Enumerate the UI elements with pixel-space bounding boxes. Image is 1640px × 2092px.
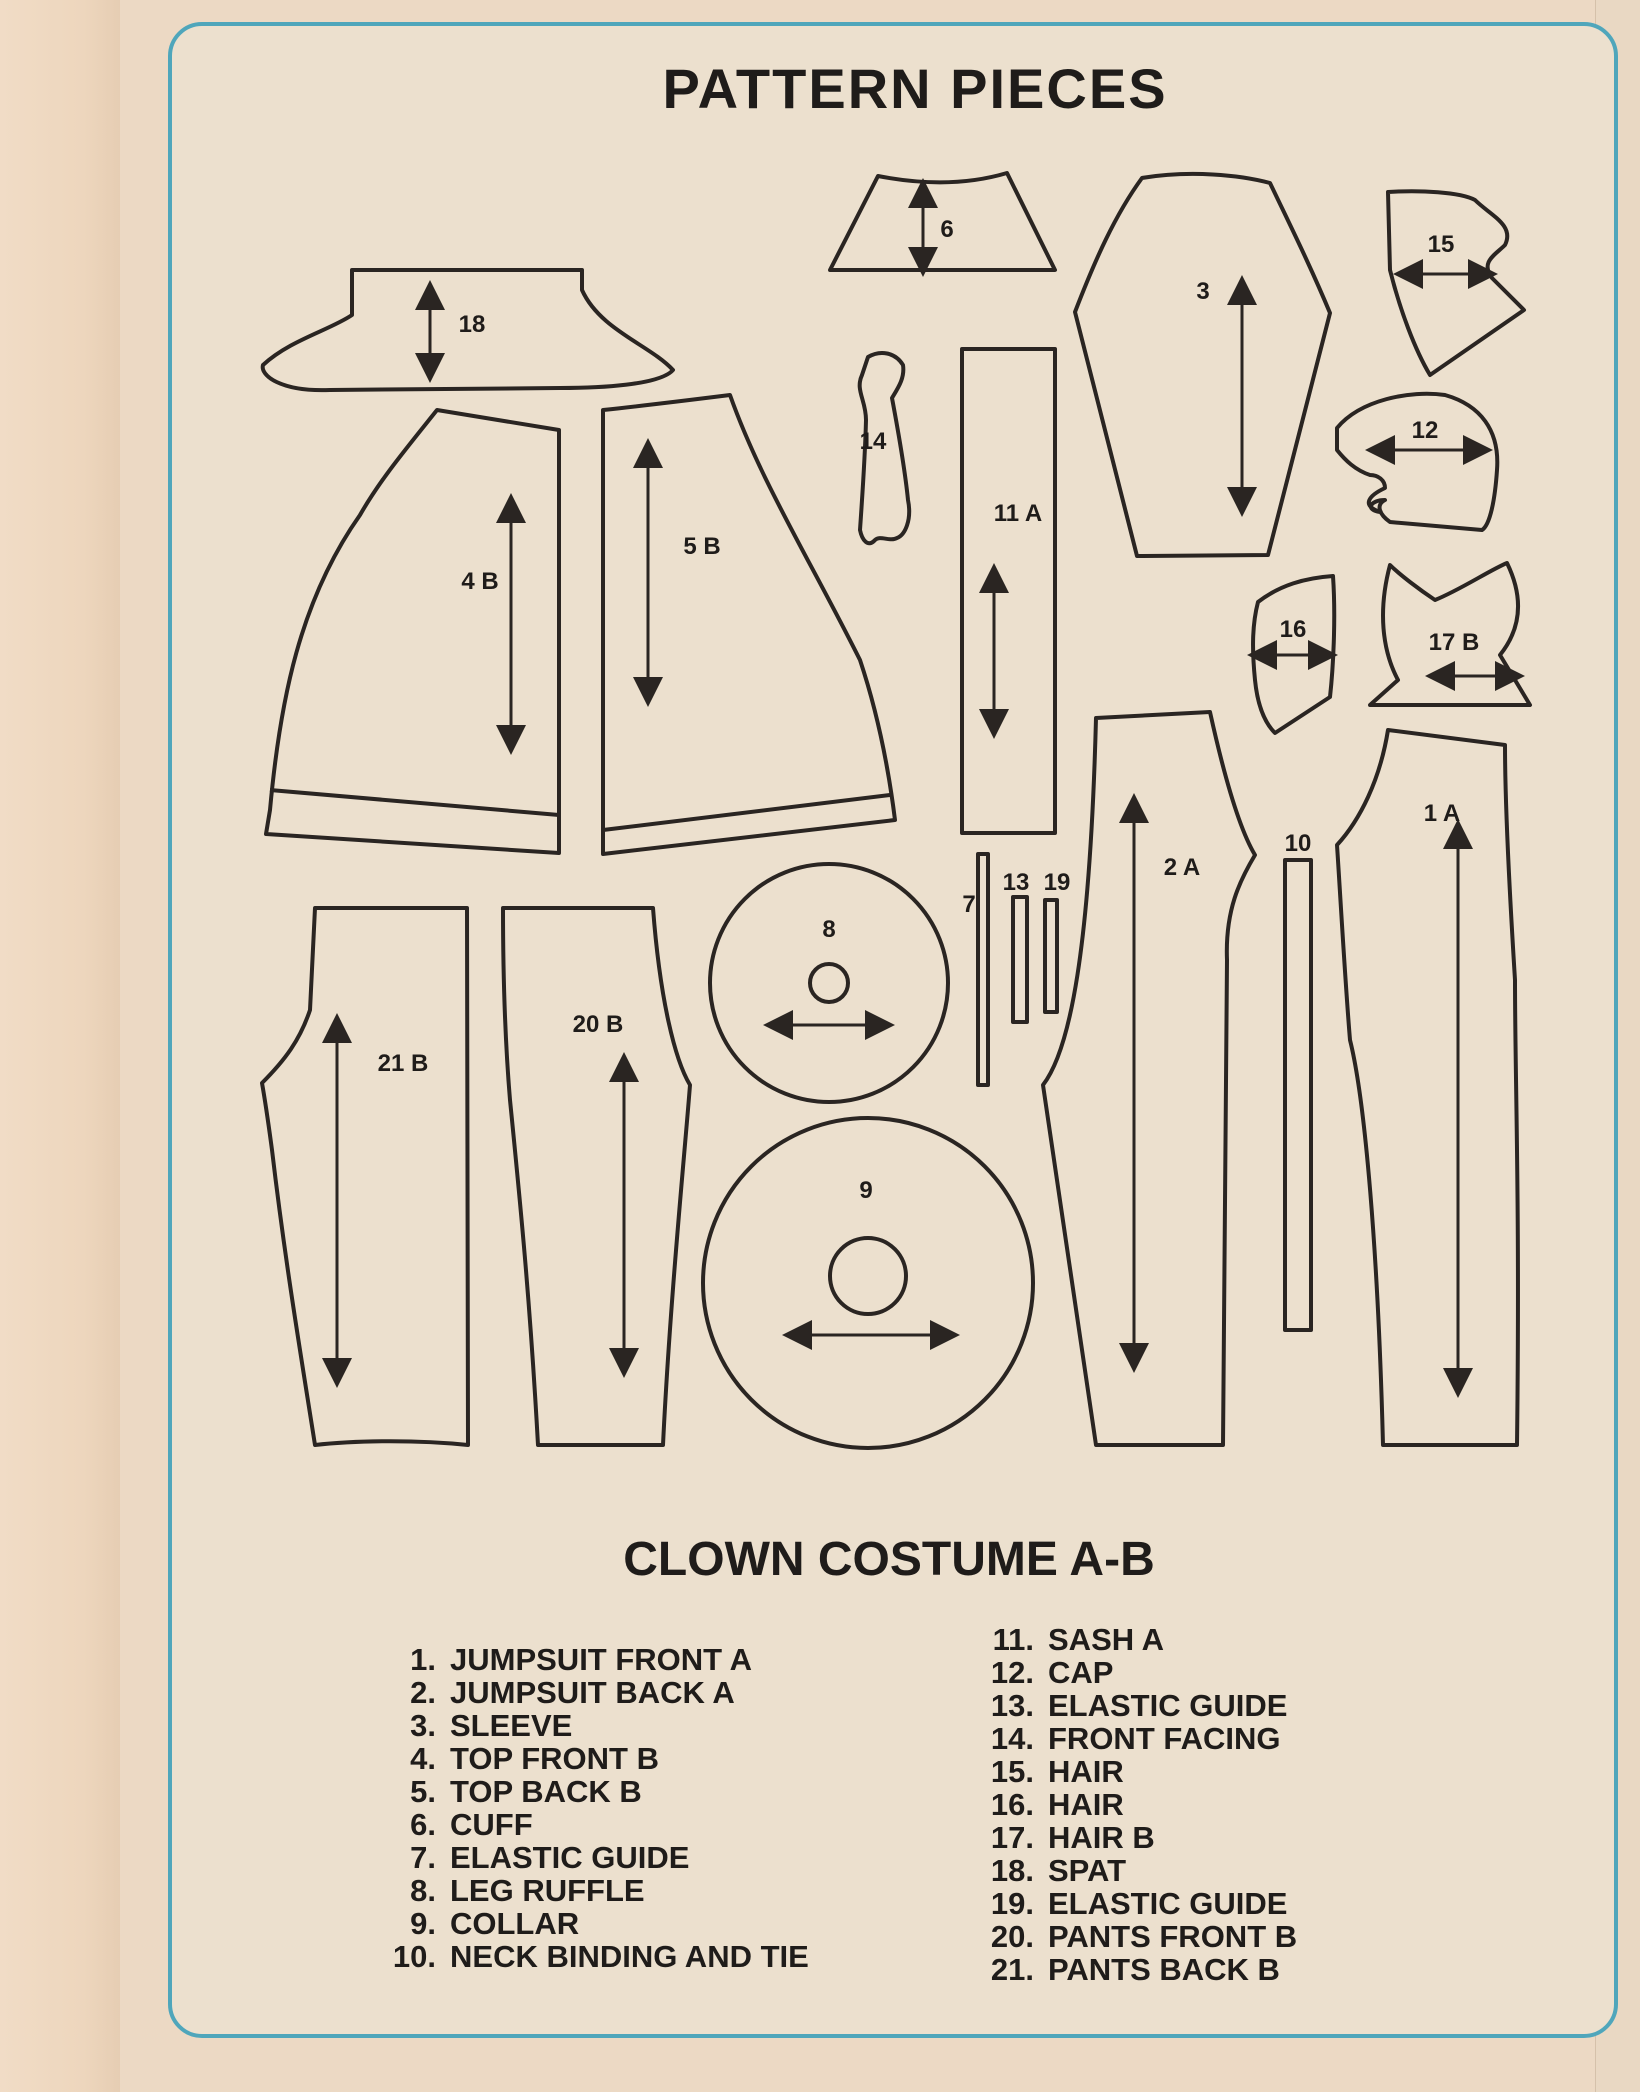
legend-item: 17. HAIR B (990, 1820, 1155, 1855)
legend-item: 20. PANTS FRONT B (990, 1919, 1298, 1954)
piece-13-elastic-guide (1013, 897, 1027, 1022)
piece-10-neck-binding (1285, 860, 1311, 1330)
legend-item: 12. CAP (990, 1655, 1114, 1690)
piece-label-14: 14 (859, 428, 887, 455)
piece-label-9: 9 (859, 1177, 873, 1204)
legend-item: 8. LEG RUFFLE (410, 1873, 645, 1908)
piece-4-top-front (266, 410, 559, 853)
piece-21-pants-back (262, 908, 468, 1445)
legend-item: 11. SASH A (992, 1622, 1164, 1657)
piece-label-18: 18 (458, 311, 486, 338)
legend-item: 18. SPAT (990, 1853, 1127, 1888)
piece-1-jumpsuit-front (1337, 730, 1518, 1445)
legend-item: 13. ELASTIC GUIDE (990, 1688, 1288, 1723)
piece-label-21: 21 B (377, 1050, 429, 1077)
piece-3-sleeve (1075, 174, 1330, 556)
piece-label-16: 16 (1279, 616, 1307, 643)
piece-label-19: 19 (1043, 869, 1071, 896)
piece-label-8: 8 (822, 916, 836, 943)
piece-label-3: 3 (1196, 278, 1210, 305)
legend-item: 16. HAIR (990, 1787, 1124, 1822)
piece-15-hair (1388, 191, 1524, 375)
piece-11-sash (962, 349, 1055, 833)
pieces-legend-left (368, 1643, 809, 1973)
legend-item: 7. ELASTIC GUIDE (410, 1840, 690, 1875)
piece-label-15: 15 (1427, 231, 1455, 258)
legend-item: 9. COLLAR (410, 1906, 580, 1941)
piece-label-13: 13 (1002, 869, 1030, 896)
legend-item: 21. PANTS BACK B (990, 1952, 1280, 1987)
piece-8-leg-ruffle (710, 864, 948, 1102)
piece-2-jumpsuit-back (1043, 712, 1255, 1445)
costume-title: CLOWN COSTUME A-B (623, 1533, 1155, 1586)
piece-label-6: 6 (940, 216, 954, 243)
legend-item: 3. SLEEVE (410, 1708, 573, 1743)
legend-item: 10. NECK BINDING AND TIE (392, 1939, 809, 1974)
piece-label-12: 12 (1411, 417, 1439, 444)
piece-label-4: 4 B (461, 568, 499, 595)
legend-item: 14. FRONT FACING (990, 1721, 1281, 1756)
legend-item: 1. JUMPSUIT FRONT A (410, 1642, 752, 1677)
piece-label-1: 1 A (1423, 800, 1461, 827)
piece-7-elastic-guide (978, 854, 988, 1085)
piece-19-elastic-guide (1045, 900, 1057, 1012)
piece-5-top-back (603, 395, 895, 854)
piece-label-7: 7 (962, 891, 976, 918)
piece-16-hair (1253, 576, 1334, 733)
page-title: PATTERN PIECES (662, 57, 1168, 120)
legend-item: 19. ELASTIC GUIDE (990, 1886, 1288, 1921)
piece-12-cap (1337, 394, 1497, 530)
legend-item: 5. TOP BACK B (410, 1774, 642, 1809)
piece-label-20: 20 B (572, 1011, 624, 1038)
piece-label-5: 5 B (683, 533, 721, 560)
piece-label-2: 2 A (1163, 854, 1201, 881)
pieces-legend-right (966, 1623, 1297, 1986)
legend-item: 6. CUFF (410, 1807, 533, 1842)
legend-item: 15. HAIR (990, 1754, 1124, 1789)
piece-label-11: 11 A (993, 500, 1043, 527)
piece-20-pants-front (503, 908, 690, 1445)
piece-label-17: 17 B (1428, 629, 1480, 656)
legend-item: 2. JUMPSUIT BACK A (410, 1675, 735, 1710)
legend-item: 4. TOP FRONT B (410, 1741, 659, 1776)
piece-9-collar (703, 1118, 1033, 1448)
piece-label-10: 10 (1284, 830, 1312, 857)
